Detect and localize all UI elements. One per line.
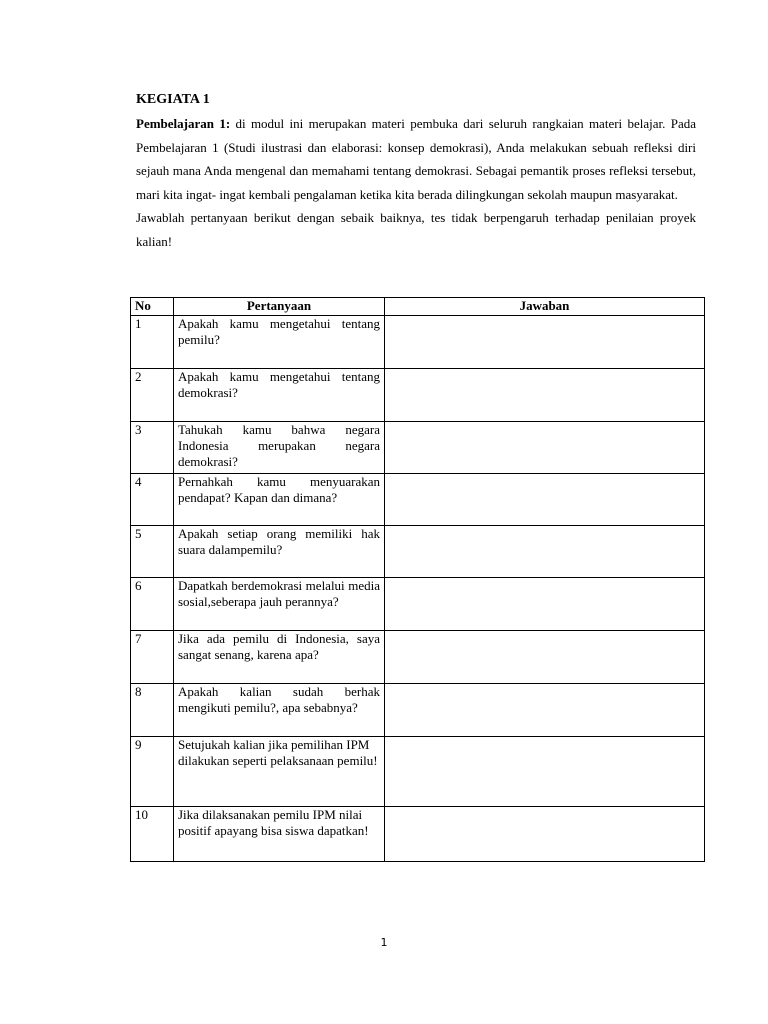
question-table: [130, 297, 705, 862]
instruction-paragraph: Jawablah pertanyaan berikut dengan sebaik baiknya, tes tidak berpengaruh terhadap penilaian proyek kalian!: [136, 210, 696, 249]
table-row: [131, 631, 705, 684]
answer-cell[interactable]: [385, 526, 705, 578]
table-row: [131, 369, 705, 422]
row-number: 7: [131, 631, 174, 684]
table-row: [131, 422, 705, 474]
answer-cell[interactable]: [385, 316, 705, 369]
question-cell: Apakah setiap orang memiliki hak suara dalampemilu?: [174, 526, 385, 578]
page-number: 1: [380, 936, 388, 949]
question-cell: Apakah kamu mengetahui tentang pemilu?: [174, 316, 385, 369]
intro-section: [136, 112, 696, 253]
row-number: 4: [131, 474, 174, 526]
answer-cell[interactable]: [385, 369, 705, 422]
table-row: [131, 737, 705, 807]
question-cell: Pernahkah kamu menyuarakan pendapat? Kapan dan dimana?: [174, 474, 385, 526]
row-number: 5: [131, 526, 174, 578]
question-cell: Jika dilaksanakan pemilu IPM nilai positif apayang bisa siswa dapatkan!: [174, 807, 385, 862]
table-row: [131, 578, 705, 631]
answer-cell[interactable]: [385, 684, 705, 737]
intro-paragraph: [136, 112, 696, 206]
table-row: [131, 526, 705, 578]
table-row: [131, 474, 705, 526]
question-cell: Tahukah kamu bahwa negara Indonesia merupakan negara demokrasi?: [174, 422, 385, 474]
question-cell: Apakah kamu mengetahui tentang demokrasi?: [174, 369, 385, 422]
row-number: 1: [131, 316, 174, 369]
row-number: 9: [131, 737, 174, 807]
table-row: [131, 316, 705, 369]
activity-heading: KEGIATA 1: [136, 92, 210, 107]
question-cell: Jika ada pemilu di Indonesia, saya sangat senang, karena apa?: [174, 631, 385, 684]
answer-cell[interactable]: [385, 631, 705, 684]
intro-lead-bold: Pembelajaran 1:: [136, 116, 231, 131]
question-cell: Apakah kalian sudah berhak mengikuti pemilu?, apa sebabnya?: [174, 684, 385, 737]
table-row: [131, 807, 705, 862]
intro-lead-text: di modul ini merupakan materi pembuka dari seluruh rangkaian materi belajar. Pada Pembelajaran 1 (Studi ilustrasi dan elaborasi: konsep demokrasi), Anda melakukan sebuah refleksi diri sejauh mana Anda mengenal dan memahami tentang demokrasi. Sebagai pemantik proses refleksi tersebut, mari kita ingat- ingat kembali pengalaman ketika kita berada dilingkungan sekolah maupun masyarakat.: [136, 116, 696, 202]
table-header-row: [131, 298, 705, 316]
answer-cell[interactable]: [385, 578, 705, 631]
question-cell: Dapatkah berdemokrasi melalui media sosial,seberapa jauh perannya?: [174, 578, 385, 631]
question-cell: Setujukah kalian jika pemilihan IPM dilakukan seperti pelaksanaan pemilu!: [174, 737, 385, 807]
header-no: No: [131, 298, 174, 316]
row-number: 8: [131, 684, 174, 737]
row-number: 6: [131, 578, 174, 631]
header-question: Pertanyaan: [174, 298, 385, 316]
answer-cell[interactable]: [385, 807, 705, 862]
answer-cell[interactable]: [385, 737, 705, 807]
answer-cell[interactable]: [385, 422, 705, 474]
row-number: 10: [131, 807, 174, 862]
row-number: 3: [131, 422, 174, 474]
answer-cell[interactable]: [385, 474, 705, 526]
header-answer: Jawaban: [385, 298, 705, 316]
row-number: 2: [131, 369, 174, 422]
table-row: [131, 684, 705, 737]
